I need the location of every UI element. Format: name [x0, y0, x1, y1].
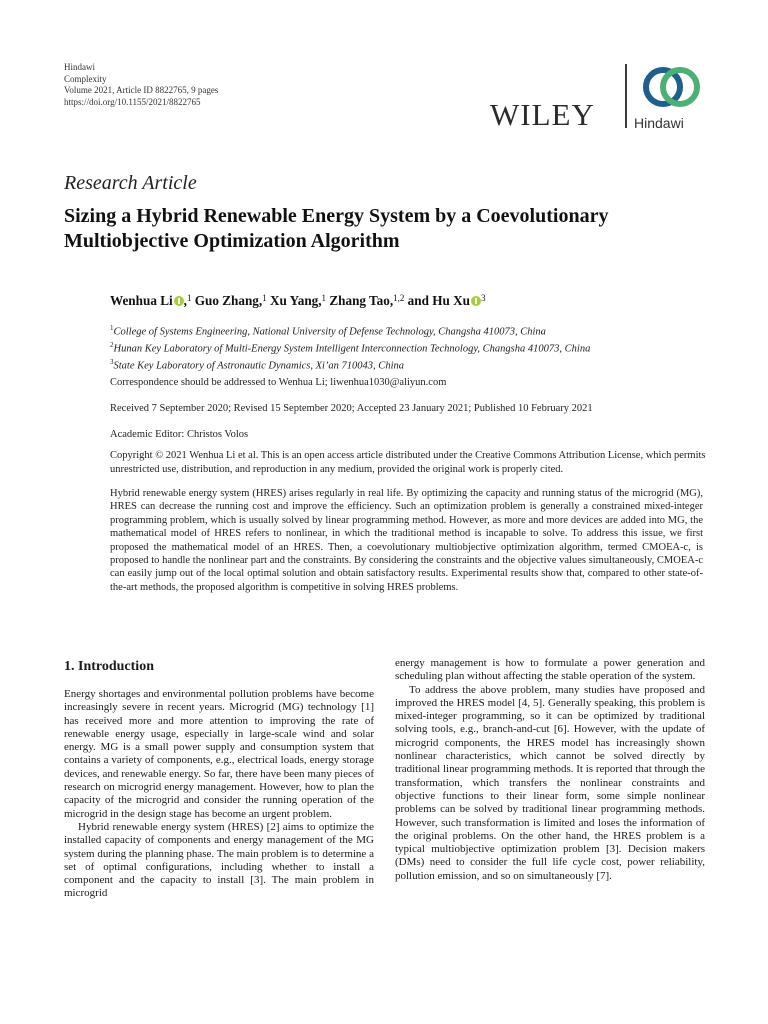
- section-heading: 1. Introduction: [64, 659, 154, 674]
- abstract: Hybrid renewable energy system (HRES) arises regularly in real life. By optimizing the capacity and running status of the microgrid (MG), HRES can decrease the running cost and improve the efficiency. Such an optimization problem is generally a constrained mixed-integer programming problem, which is usually solved by linear programming method. However, as more and more devices are added into MG, the mathematical model of HRES refers to nonlinear, in which the traditional method is incapable to solve. To address this issue, we first proposed the mathematical model of an HRES. Then, a coevolutionary multiobjective optimization algorithm, termed CMOEA-c, is proposed to handle the nonlinear part and the constraints. By considering the constraints and the objective values simultaneously, CMOEA-c can easily jump out of the local optimal solution and obtain satisfactory results. Experimental results show that, compared to other state-of-the-art methods, the proposed algorithm is competitive in solving HRES problems.: [110, 488, 703, 593]
- wiley-logo: WILEY: [490, 97, 595, 132]
- author-name: Zhang Tao: [329, 293, 390, 308]
- author-affil-marker: 3: [480, 293, 486, 303]
- publication-dates: Received 7 September 2020; Revised 15 September 2020; Accepted 23 January 2021; Published 10 February 2021: [110, 403, 593, 414]
- affiliation-number: 3: [110, 358, 114, 366]
- author-affil-marker: 1: [262, 293, 267, 303]
- author-name: Guo Zhang: [194, 293, 259, 308]
- author-name: Wenhua Li: [110, 293, 173, 308]
- publisher-name: Hindawi: [64, 62, 95, 72]
- affiliation-text: State Key Laboratory of Astronautic Dynamics, Xi’an 710043, China: [113, 360, 404, 372]
- author-name: Xu Yang: [270, 293, 319, 308]
- affiliation-number: 2: [110, 341, 114, 349]
- orcid-icon[interactable]: [174, 296, 184, 306]
- paper-title: Sizing a Hybrid Renewable Energy System by a Coevolutionary Multiobjective Optimization Algorithm: [64, 205, 609, 252]
- hindawi-logo-text: Hindawi: [634, 115, 684, 131]
- author-name: Hu Xu: [432, 293, 470, 308]
- volume-info: Volume 2021, Article ID 8822765, 9 pages: [64, 85, 219, 95]
- logo-divider: [625, 64, 627, 128]
- paragraph: Energy shortages and environmental pollution problems have become increasingly severe in recent years. Microgrid (MG) technology [1] has received more and more attention to improving the rate of renewable energy usage, especially in large-scale wind and solar energy. MG is a small power supply and consumption system that contains a variety of components, e.g., electrical loads, energy storage devices, and renewable energy. So far, there have been many pieces of research on microgrid energy management. However, how to plan the capacity of the microgrid and consider the running operation of the microgrid in the design stage has become an urgent problem.: [64, 688, 374, 820]
- body-column-right: [395, 657, 705, 883]
- article-type: Research Article: [64, 172, 197, 194]
- body-column-left: [64, 659, 374, 901]
- affiliation-text: College of Systems Engineering, National University of Defense Technology, Changsha 410073, China: [113, 326, 546, 338]
- orcid-icon[interactable]: [471, 296, 481, 306]
- paragraph: energy management is how to formulate a power generation and scheduling plan without affecting the stable operation of the system.: [395, 657, 705, 683]
- doi-link[interactable]: https://doi.org/10.1155/2021/8822765: [64, 96, 201, 107]
- correspondence: Correspondence should be addressed to Wenhua Li; liwenhua1030@aliyun.com: [110, 377, 447, 388]
- journal-name: Complexity: [64, 73, 107, 84]
- affiliation-number: 1: [110, 324, 114, 332]
- paragraph: To address the above problem, many studies have proposed and improved the HRES model [4, 5]. Generally speaking, this problem is mixed-integer programming, so it can be optimized by traditional solving tools, e.g., branch-and-cut [6]. However, with the update of microgrid components, the HRES model has increasingly shown nonlinear characteristics, which cannot be solved directly by traditional linear programming methods. It is reported that through the transformation, which transfers the nonlinear constraints and objective functions to their linear form, some simple nonlinear problems can be solved by traditional linear programming methods. However, such transformation is limited and loses the information of the original problems. On the other hand, the HRES problem is a typical multiobjective optimization problem [3]. Decision makers (DMs) need to consider the full life cycle cost, power reliability, pollution emission, and so on simultaneously [7].: [395, 683, 705, 882]
- affiliation-item: [110, 356, 590, 373]
- author-conjunction: and: [407, 293, 429, 308]
- author-affil-marker: 1: [321, 293, 327, 303]
- affiliations: [110, 322, 590, 373]
- author-list: Wenhua Li ,$^1$ Guo Zhang,$^1$ Xu Yang,$^1$ Zhang Tao,$^{1,2}$ and Hu Xu $^3$: [110, 293, 486, 308]
- affiliation-item: [110, 339, 590, 356]
- paragraph: Hybrid renewable energy system (HRES) [2] aims to optimize the installed capacity of components and energy management of the MG system during the planning phase. The main problem is to determine a set of optimal configurations, including whether to install a component and the capacity to install [3]. The main problem in microgrid: [64, 820, 374, 900]
- journal-metadata: [64, 62, 218, 108]
- author-affil-marker: 1,2: [393, 293, 405, 303]
- affiliation-text: Hunan Key Laboratory of Multi-Energy System Intelligent Interconnection Technology, Changsha 410073, China: [113, 343, 591, 355]
- academic-editor: Academic Editor: Christos Volos: [110, 429, 249, 440]
- affiliation-item: [110, 322, 590, 339]
- author-affil-marker: 1: [186, 293, 192, 303]
- copyright-notice: Copyright © 2021 Wenhua Li et al. This is an open access article distributed under the Creative Commons Attribution License, which permits unrestricted use, distribution, and reproduction in any medium, provided the original work is properly cited.: [110, 450, 706, 475]
